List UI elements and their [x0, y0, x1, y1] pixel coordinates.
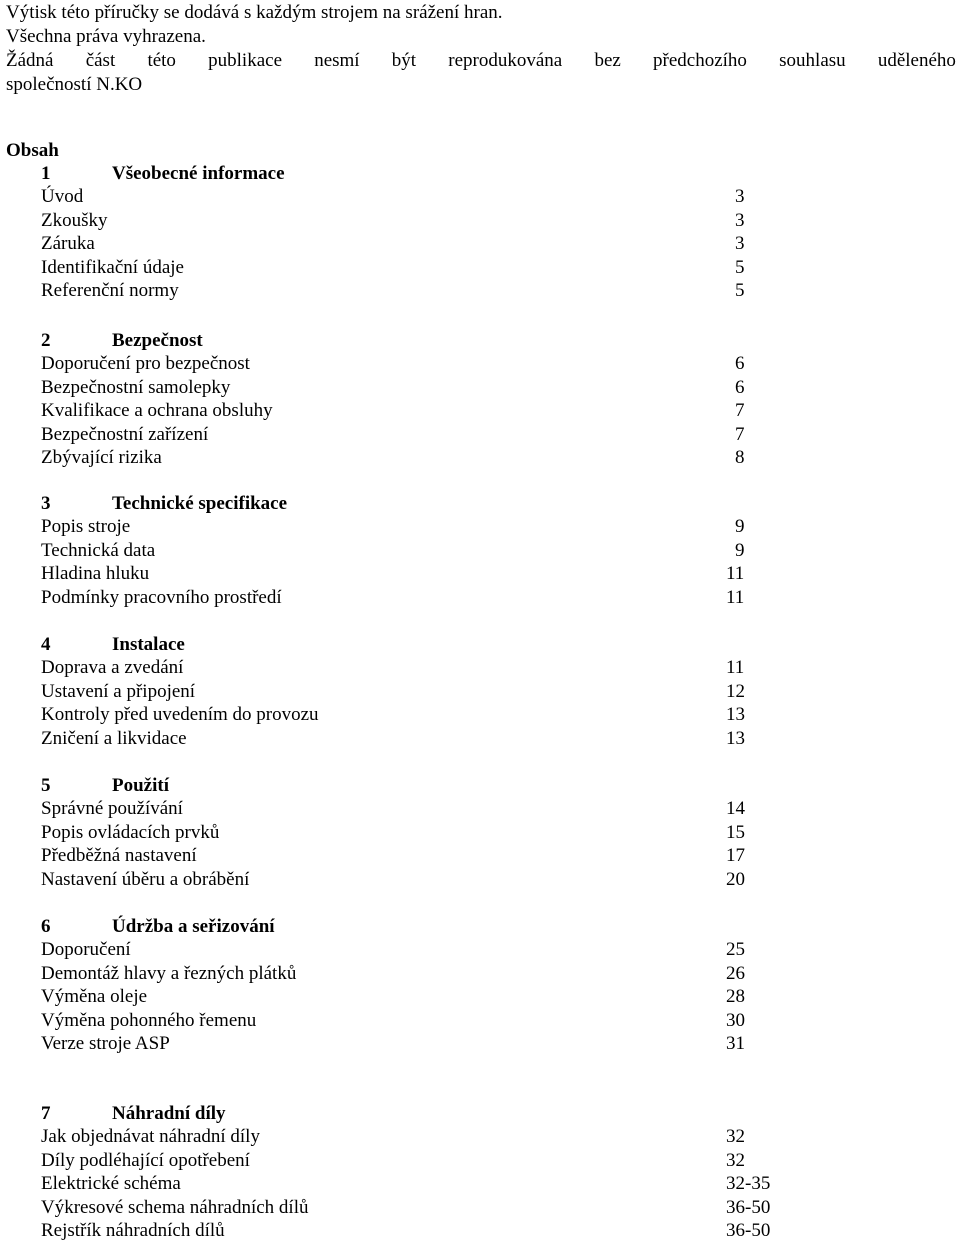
toc-entry-page: 6 — [735, 376, 745, 398]
section-heading — [0, 329, 960, 352]
toc-entry — [0, 562, 960, 586]
toc-entry — [0, 376, 960, 400]
toc-entry-label: Doprava a zvedání — [41, 657, 184, 678]
toc-entry-label: Rejstřík náhradních dílů — [41, 1220, 225, 1241]
toc-entry-page: 5 — [735, 256, 745, 278]
toc-entry-label: Doporučení — [41, 939, 131, 960]
section-number: 2 — [41, 330, 51, 351]
section-title: Bezpečnost — [112, 330, 203, 351]
toc-entry-label: Nastavení úběru a obrábění — [41, 868, 250, 890]
toc-entry-page: 3 — [735, 186, 745, 207]
toc-entry — [0, 1196, 960, 1220]
toc-entry-page: 9 — [735, 516, 745, 537]
toc-entry-label: Podmínky pracovního prostředí — [41, 586, 282, 608]
section-title: Technické specifikace — [112, 493, 288, 514]
intro-line-3-word: Žádná — [6, 50, 54, 71]
intro-line-3-word: být — [391, 50, 417, 71]
toc-entry — [0, 844, 960, 868]
toc-entry-label: Výkresové schema náhradních dílů — [41, 1196, 309, 1218]
toc-entry-label: Bezpečnostní zařízení — [41, 423, 209, 445]
toc-entry — [0, 1032, 960, 1056]
toc-entry-page: 32-35 — [726, 1173, 771, 1194]
intro-line-3-word: reprodukována — [448, 50, 563, 71]
toc-section — [0, 633, 960, 750]
toc-entry — [0, 185, 960, 209]
section-number: 6 — [41, 916, 51, 937]
section-heading — [0, 915, 960, 938]
intro-line-3-word: část — [85, 50, 116, 71]
toc-entry-page: 36-50 — [726, 1196, 771, 1218]
toc-entry-label: Elektrické schéma — [41, 1173, 181, 1194]
toc-entry-page: 13 — [726, 727, 745, 749]
toc-entry-page: 11 — [726, 563, 745, 584]
toc-section — [0, 1102, 960, 1243]
section-title: Všeobecné informace — [112, 163, 285, 184]
toc-entry — [0, 1149, 960, 1173]
toc-entry-page: 6 — [735, 353, 745, 374]
toc-entry-page: 12 — [726, 680, 745, 702]
toc-entry — [0, 1172, 960, 1196]
toc-entry-label: Výměna pohonného řemenu — [41, 1009, 257, 1031]
toc-entry-page: 9 — [735, 539, 745, 561]
toc-section — [0, 162, 960, 303]
toc-entry-page: 28 — [726, 986, 745, 1007]
toc-entry-label: Výměna oleje — [41, 986, 148, 1007]
section-number: 3 — [41, 493, 51, 514]
toc-entry-label: Demontáž hlavy a řezných plátků — [41, 962, 297, 984]
toc-entry-label: Předběžná nastavení — [41, 845, 197, 866]
toc-entry-page: 11 — [726, 586, 745, 608]
toc-entry-label: Záruka — [41, 233, 95, 254]
section-title: Instalace — [112, 634, 185, 655]
toc-entry-page: 13 — [726, 704, 745, 725]
toc-entry-label: Ustavení a připojení — [41, 680, 196, 702]
toc-section — [0, 329, 960, 470]
intro-line-3-word: této — [147, 50, 176, 71]
toc-entry — [0, 423, 960, 447]
toc-entry — [0, 539, 960, 563]
toc-entry-label: Díly podléhající opotřebení — [41, 1149, 250, 1171]
toc-entry-page: 32 — [726, 1149, 745, 1171]
toc-entry — [0, 399, 960, 423]
toc-entry-label: Hladina hluku — [41, 563, 150, 584]
toc-entry — [0, 727, 960, 751]
toc-entry-label: Verze stroje ASP — [41, 1033, 170, 1054]
toc-entry — [0, 446, 960, 470]
intro-line-1: Výtisk této příručky se dodává s každým strojem na srážení hran. — [6, 2, 503, 23]
intro-line-3-word: souhlasu — [779, 50, 846, 71]
toc-entry — [0, 656, 960, 680]
intro-notice — [6, 0, 956, 96]
section-heading — [0, 633, 960, 656]
toc-title: Obsah — [6, 140, 59, 161]
toc-entry — [0, 1219, 960, 1243]
toc-entry — [0, 1125, 960, 1149]
toc-entry-page: 20 — [726, 868, 745, 890]
toc-entry — [0, 680, 960, 704]
toc-entry — [0, 232, 960, 256]
toc-entry — [0, 797, 960, 821]
section-number: 5 — [41, 775, 51, 796]
toc-entry-label: Zničení a likvidace — [41, 727, 187, 749]
toc-entry — [0, 985, 960, 1009]
toc-entry-label: Zkoušky — [41, 209, 108, 231]
toc-entry — [0, 821, 960, 845]
toc-entry-label: Technická data — [41, 539, 156, 561]
section-title: Použití — [112, 775, 169, 796]
toc-entry — [0, 352, 960, 376]
toc-entry-page: 3 — [735, 233, 745, 254]
toc-entry-page: 30 — [726, 1009, 745, 1031]
toc-entry-label: Popis ovládacích prvků — [41, 821, 220, 843]
toc-entry — [0, 515, 960, 539]
toc-entry — [0, 209, 960, 233]
toc-section — [0, 492, 960, 609]
toc-entry-page: 11 — [726, 657, 745, 678]
toc-entry-label: Jak objednávat náhradní díly — [41, 1126, 260, 1147]
toc-section — [0, 774, 960, 891]
section-heading — [0, 774, 960, 797]
intro-line-2: Všechna práva vyhrazena. — [6, 26, 206, 47]
toc-entry — [0, 586, 960, 610]
toc-entry — [0, 703, 960, 727]
section-heading — [0, 492, 960, 515]
section-number: 7 — [41, 1103, 51, 1124]
intro-line-4: společností N.KO — [6, 74, 143, 95]
intro-line-3-word: předchozího — [653, 50, 747, 71]
toc-entry-label: Správné používání — [41, 798, 183, 819]
intro-line-3-word: nesmí — [314, 50, 360, 71]
section-title: Náhradní díly — [112, 1103, 226, 1124]
toc-entry-label: Kontroly před uvedením do provozu — [41, 704, 319, 725]
toc-entry-page: 5 — [735, 280, 745, 301]
intro-line-3-word: bez — [594, 50, 621, 71]
toc-entry-page: 26 — [726, 962, 745, 984]
toc-entry-label: Kvalifikace a ochrana obsluhy — [41, 400, 273, 421]
toc-entry-page: 36-50 — [726, 1220, 771, 1241]
toc-entry — [0, 1009, 960, 1033]
toc-entry-label: Popis stroje — [41, 516, 131, 537]
toc-entry-page: 7 — [735, 400, 745, 421]
intro-line-3-word: publikace — [208, 50, 282, 71]
section-number: 1 — [41, 163, 51, 184]
toc-entry-label: Zbývající rizika — [41, 447, 162, 468]
toc-entry — [0, 279, 960, 303]
intro-line-3-word: uděleného — [877, 50, 956, 71]
section-title: Údržba a seřizování — [112, 916, 275, 937]
toc-entry — [0, 256, 960, 280]
toc-entry — [0, 868, 960, 892]
toc-entry-label: Doporučení pro bezpečnost — [41, 353, 250, 374]
toc-entry-label: Úvod — [41, 186, 84, 207]
section-number: 4 — [41, 634, 51, 655]
toc-entry-page: 7 — [735, 423, 745, 445]
toc-section — [0, 915, 960, 1056]
intro-line-3 — [6, 48, 956, 72]
toc-entry-page: 3 — [735, 209, 745, 231]
section-heading — [0, 1102, 960, 1125]
toc-entry — [0, 962, 960, 986]
toc-entry-page: 17 — [726, 845, 745, 866]
toc-entry — [0, 938, 960, 962]
toc-entry-page: 14 — [726, 798, 745, 819]
toc-entry-label: Referenční normy — [41, 280, 179, 301]
toc-entry-page: 31 — [726, 1033, 745, 1054]
toc-entry-page: 8 — [735, 447, 745, 468]
toc-entry-label: Identifikační údaje — [41, 256, 184, 278]
section-heading — [0, 162, 960, 185]
toc-entry-page: 32 — [726, 1126, 745, 1147]
toc-entry-label: Bezpečnostní samolepky — [41, 376, 231, 398]
toc-entry-page: 15 — [726, 821, 745, 843]
toc-entry-page: 25 — [726, 939, 745, 960]
